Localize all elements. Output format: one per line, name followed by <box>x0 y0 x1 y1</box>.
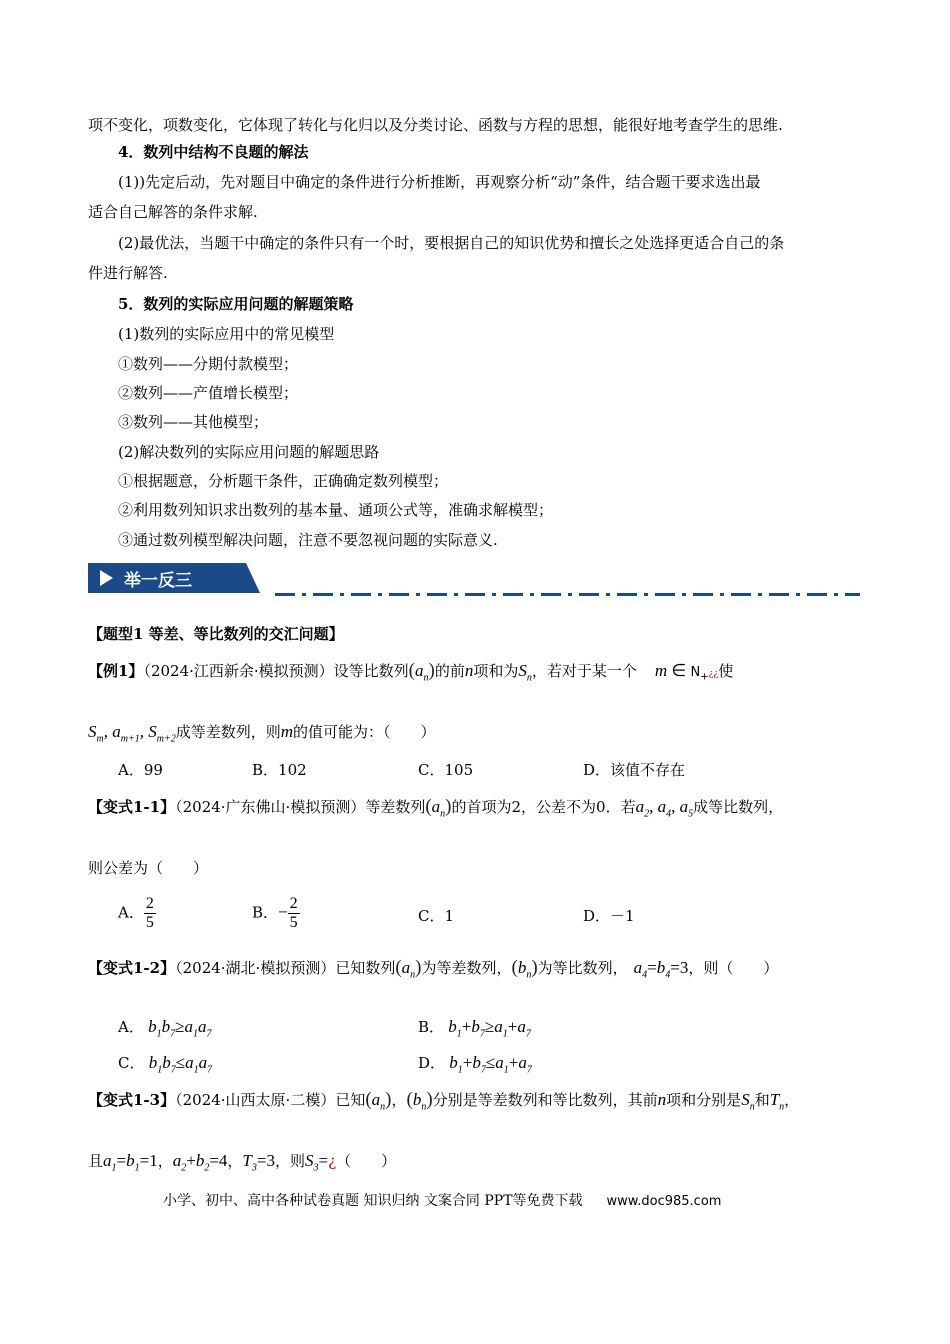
sub-1: (1)数列的实际应用中的常见模型 <box>118 325 335 343</box>
ex1-option-c[interactable]: C．105 <box>418 761 474 779</box>
variant-1-1-source: （2024·广东佛山·模拟预测）等差数列 <box>175 798 426 816</box>
variant-1-1: 【变式1-1】（2024·广东佛山·模拟预测）等差数列$(a_n)$的首项为2，公差不为0．若$a_2$, $a_4$, $a_5$成等比数列， <box>88 796 784 820</box>
heading-4: 4．数列中结构不良题的解法 <box>118 143 309 161</box>
variant-1-2: 【变式1-2】（2024·湖北·模拟预测）已知数列$(a_n)$为等差数列，$(b_n)$为等比数列， $a_4=b_4=3$，则（ ） <box>88 957 779 981</box>
variant-1-1-label: 【变式1-1】 <box>88 798 176 816</box>
ex1-option-b[interactable]: B．102 <box>252 761 307 779</box>
v12-option-d[interactable]: D． $b_1+b_7\le a_1+a_7$ <box>418 1053 532 1076</box>
para-1b: 适合自己解答的条件求解. <box>88 203 258 221</box>
v12-option-b[interactable]: B． $b_1+b_7\ge a_1+a_7$ <box>418 1017 531 1040</box>
banner-title: 举一反三 <box>124 571 192 591</box>
ex1-option-d[interactable]: D．该值不存在 <box>583 761 686 779</box>
sub-2: (2)解决数列的实际应用问题的解题思路 <box>118 443 380 461</box>
sub-2c: ③通过数列模型解决问题，注意不要忽视问题的实际意义. <box>118 531 498 549</box>
variant-1-2-label: 【变式1-2】 <box>88 959 176 977</box>
sub-1a: ①数列——分期付款模型； <box>118 355 299 373</box>
footer-text: 小学、初中、高中各种试卷真题 知识归纳 文案合同 PPT等免费下载 <box>163 1193 583 1209</box>
v11-option-c[interactable]: C．1 <box>418 907 455 925</box>
heading-5: 5．数列的实际应用问题的解题策略 <box>118 295 354 313</box>
sub-1b: ②数列——产值增长模型； <box>118 384 299 402</box>
variant-1-1-line2: 则公差为（ ） <box>88 859 209 877</box>
v11-option-a[interactable]: A． $\frac{2}{5}$ <box>118 895 154 931</box>
banner-dash-line <box>275 593 860 596</box>
play-icon <box>100 570 113 586</box>
v11-option-d[interactable]: D．－1 <box>583 907 635 925</box>
para-2a: (2)最优法，当题干中确定的条件只有一个时，要根据自己的知识优势和擅长之处选择更适合自己的条 <box>118 234 785 252</box>
example-1-line2: $S_m$, $a_{m+1}$, $S_{m+2}$成等差数列，则m的值可能为：（ ） <box>88 722 436 745</box>
type-1-title: 【题型1 等差、等比数列的交汇问题】 <box>88 625 344 643</box>
para-2b: 件进行解答. <box>88 264 168 282</box>
sub-1c: ③数列——其他模型； <box>118 413 269 431</box>
v11-option-b[interactable]: B．− $\frac{2}{5}$ <box>252 895 298 931</box>
sub-2a: ①根据题意，分析题干条件，正确确定数列模型； <box>118 472 449 490</box>
example-1-label: 【例1】 <box>88 662 144 680</box>
example-1: 【例1】（2024·江西新余·模拟预测）设等比数列$(a_n)$的前n项和为$S_n$，若对于某一个 m ∈ $N_+¿¿$使 <box>88 660 734 684</box>
variant-1-2-source: （2024·湖北·模拟预测）已知数列 <box>175 959 396 977</box>
footer <box>163 1190 721 1210</box>
variant-1-3-line2: 且$a_1=b_1=1$，$a_2+b_2=4$，$T_3=3$，则$S_3=¿$（ ） <box>88 1151 397 1174</box>
v12-option-a[interactable]: A． $b_1b_7\ge a_1a_7$ <box>118 1017 212 1040</box>
ex1-option-a[interactable]: A．99 <box>118 761 163 779</box>
line-1: 项不变化，项数变化，它体现了转化与化归以及分类讨论、函数与方程的思想，能很好地考查学生的思维. <box>88 116 783 134</box>
footer-url[interactable]: www.doc985.com <box>606 1194 722 1209</box>
variant-1-3-label: 【变式1-3】 <box>88 1091 176 1109</box>
para-1a: (1))先定后动，先对题目中确定的条件进行分析推断，再观察分析“动”条件，结合题干要求选出最 <box>118 173 761 191</box>
sub-2b: ②利用数列知识求出数列的基本量、通项公式等，准确求解模型； <box>118 501 554 519</box>
v12-option-c[interactable]: C． $b_1b_7\le a_1a_7$ <box>118 1053 213 1076</box>
example-1-source: （2024·江西新余·模拟预测）设等比数列 <box>143 662 409 680</box>
variant-1-3-source: （2024·山西太原·二模）已知 <box>175 1091 366 1109</box>
variant-1-3: 【变式1-3】（2024·山西太原·二模）已知$(a_n)$，$(b_n)$分别是等差数列和等比数列，其前n项和分别是$S_n$和$T_n$， <box>88 1089 800 1113</box>
